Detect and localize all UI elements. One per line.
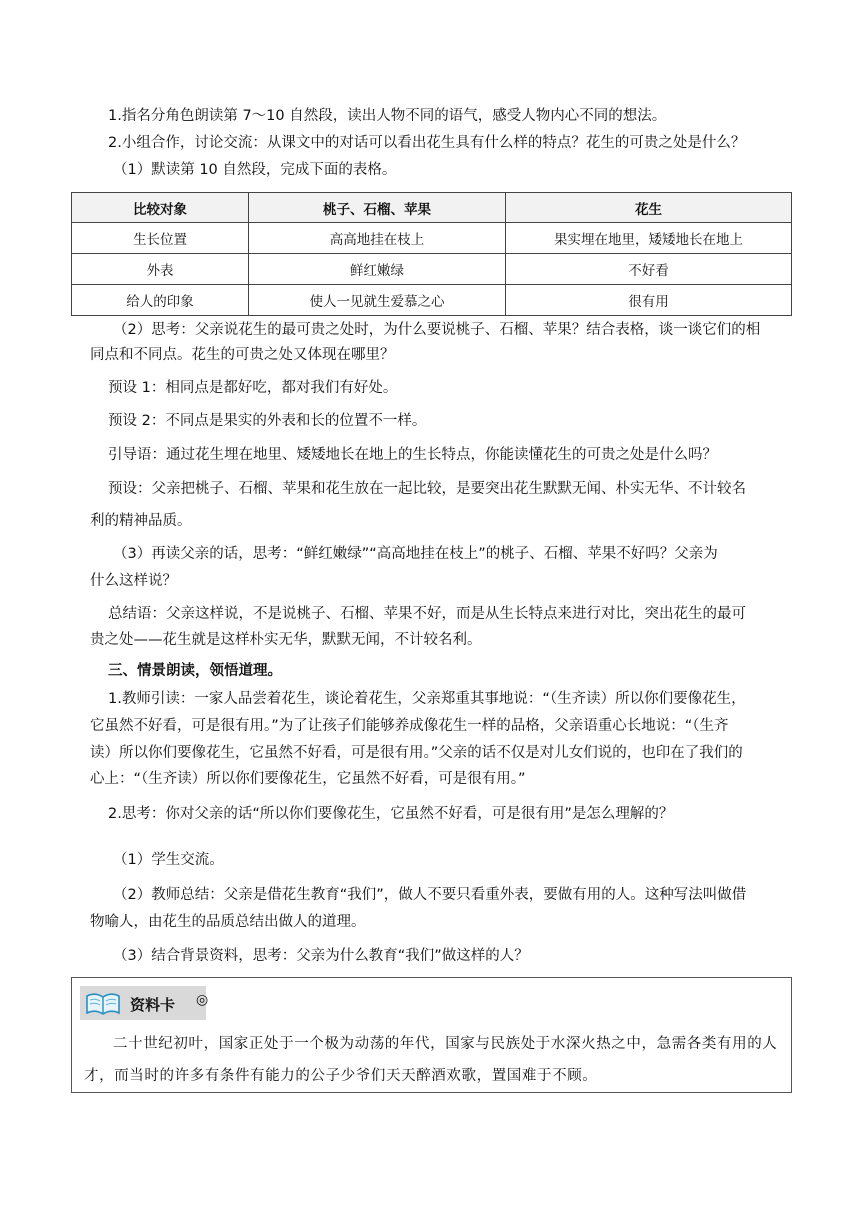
table-cell: 使人一见就生爱慕之心 — [249, 285, 506, 316]
table-cell: 高高地挂在枝上 — [249, 223, 506, 254]
info-card-title: 资料卡 — [130, 996, 176, 1014]
table-header-cell: 比较对象 — [72, 193, 249, 223]
info-card — [71, 977, 792, 1093]
table-cell: 给人的印象 — [72, 285, 249, 316]
paragraph-sub-3-cont: 什么这样说？ — [90, 573, 177, 589]
table-row — [72, 285, 792, 316]
paragraph-read-1: 1.教师引读：一家人品尝着花生，谈论着花生，父亲郑重其事地说：“（生齐读）所以你们要像花生， — [108, 691, 746, 707]
paragraph-read-2: 它虽然不好看，可是很有用。”为了让孩子们能够养成像花生一样的品格，父亲语重心长地说：“（生齐 — [90, 718, 729, 734]
paragraph-sub-1: （1）默读第 10 自然段，完成下面的表格。 — [113, 162, 397, 178]
paragraph-step-1: 1.指名分角色朗读第 7～10 自然段，读出人物不同的语气，感受人物内心不同的想法。 — [108, 108, 667, 124]
table-header-row — [72, 193, 792, 223]
info-card-header — [80, 986, 209, 1020]
paragraph-sub-3: （3）再读父亲的话，思考：“鲜红嫩绿”“高高地挂在枝上”的桃子、石榴、苹果不好吗？父亲为 — [113, 546, 718, 562]
summary-text-cont: 贵之处——花生就是这样朴实无华，默默无闻，不计较名利。 — [90, 632, 482, 648]
preset-3: 预设：父亲把桃子、石榴、苹果和花生放在一起比较，是要突出花生默默无闻、朴实无华、不计较名 — [108, 481, 746, 497]
paragraph-read-4: 心上：“（生齐读）所以你们要像花生，它虽然不好看，可是很有用。” — [90, 771, 526, 787]
comparison-table — [71, 192, 792, 316]
paragraph-step-2: 2.小组合作，讨论交流：从课文中的对话可以看出花生具有什么样的特点？花生的可贵之处是什么？ — [108, 135, 746, 151]
table-header-cell: 桃子、石榴、苹果 — [249, 193, 506, 223]
section-heading: 三、情景朗读，领悟道理。 — [108, 663, 282, 679]
preset-1: 预设 1：相同点是都好吃，都对我们有好处。 — [108, 380, 398, 396]
summary-text: 总结语：父亲这样说，不是说桃子、石榴、苹果不好，而是从生长特点来进行对比，突出花生的最可 — [108, 606, 746, 622]
target-mark: ◎ — [196, 992, 209, 1008]
table-cell: 外表 — [72, 254, 249, 285]
table-cell: 鲜红嫩绿 — [249, 254, 506, 285]
preset-3-cont: 利的精神品质。 — [90, 513, 192, 529]
paragraph-think-3: （3）结合背景资料，思考：父亲为什么教育“我们”做这样的人？ — [113, 948, 529, 964]
info-card-text: 二十世纪初叶，国家正处于一个极为动荡的年代，国家与民族处于水深火热之中，急需各类有用的人才，而当时的许多有条件有能力的公子少爷们天天醉酒欢歌，置国难于不顾。 — [84, 1036, 778, 1084]
table-header-cell: 花生 — [506, 193, 792, 223]
preset-2: 预设 2：不同点是果实的外表和长的位置不一样。 — [108, 413, 427, 429]
paragraph-read-3: 读）所以你们要像花生，它虽然不好看，可是很有用。”父亲的话不仅是对儿女们说的，也印在了我们的 — [90, 745, 743, 761]
paragraph-think-1: （1）学生交流。 — [113, 852, 224, 868]
paragraph-sub-2: （2）思考：父亲说花生的最可贵之处时，为什么要说桃子、石榴、苹果？结合表格，谈一谈它们的相 — [113, 322, 761, 338]
table-cell: 果实埋在地里，矮矮地长在地上 — [506, 223, 792, 254]
table-cell: 很有用 — [506, 285, 792, 316]
table-row — [72, 223, 792, 254]
paragraph-think-2: （2）教师总结：父亲是借花生教育“我们”，做人不要只看重外表，要做有用的人。这种写法叫做借 — [113, 887, 747, 903]
table-row — [72, 254, 792, 285]
open-book-icon — [84, 991, 122, 1017]
guide-text: 引导语：通过花生埋在地里、矮矮地长在地上的生长特点，你能读懂花生的可贵之处是什么吗？ — [108, 447, 717, 463]
paragraph-think-2-cont: 物喻人，由花生的品质总结出做人的道理。 — [90, 914, 366, 930]
paragraph-sub-2-cont: 同点和不同点。花生的可贵之处又体现在哪里？ — [90, 347, 395, 363]
paragraph-think: 2.思考：你对父亲的话“所以你们要像花生，它虽然不好看，可是很有用”是怎么理解的？ — [108, 806, 674, 822]
table-cell: 生长位置 — [72, 223, 249, 254]
table-cell: 不好看 — [506, 254, 792, 285]
